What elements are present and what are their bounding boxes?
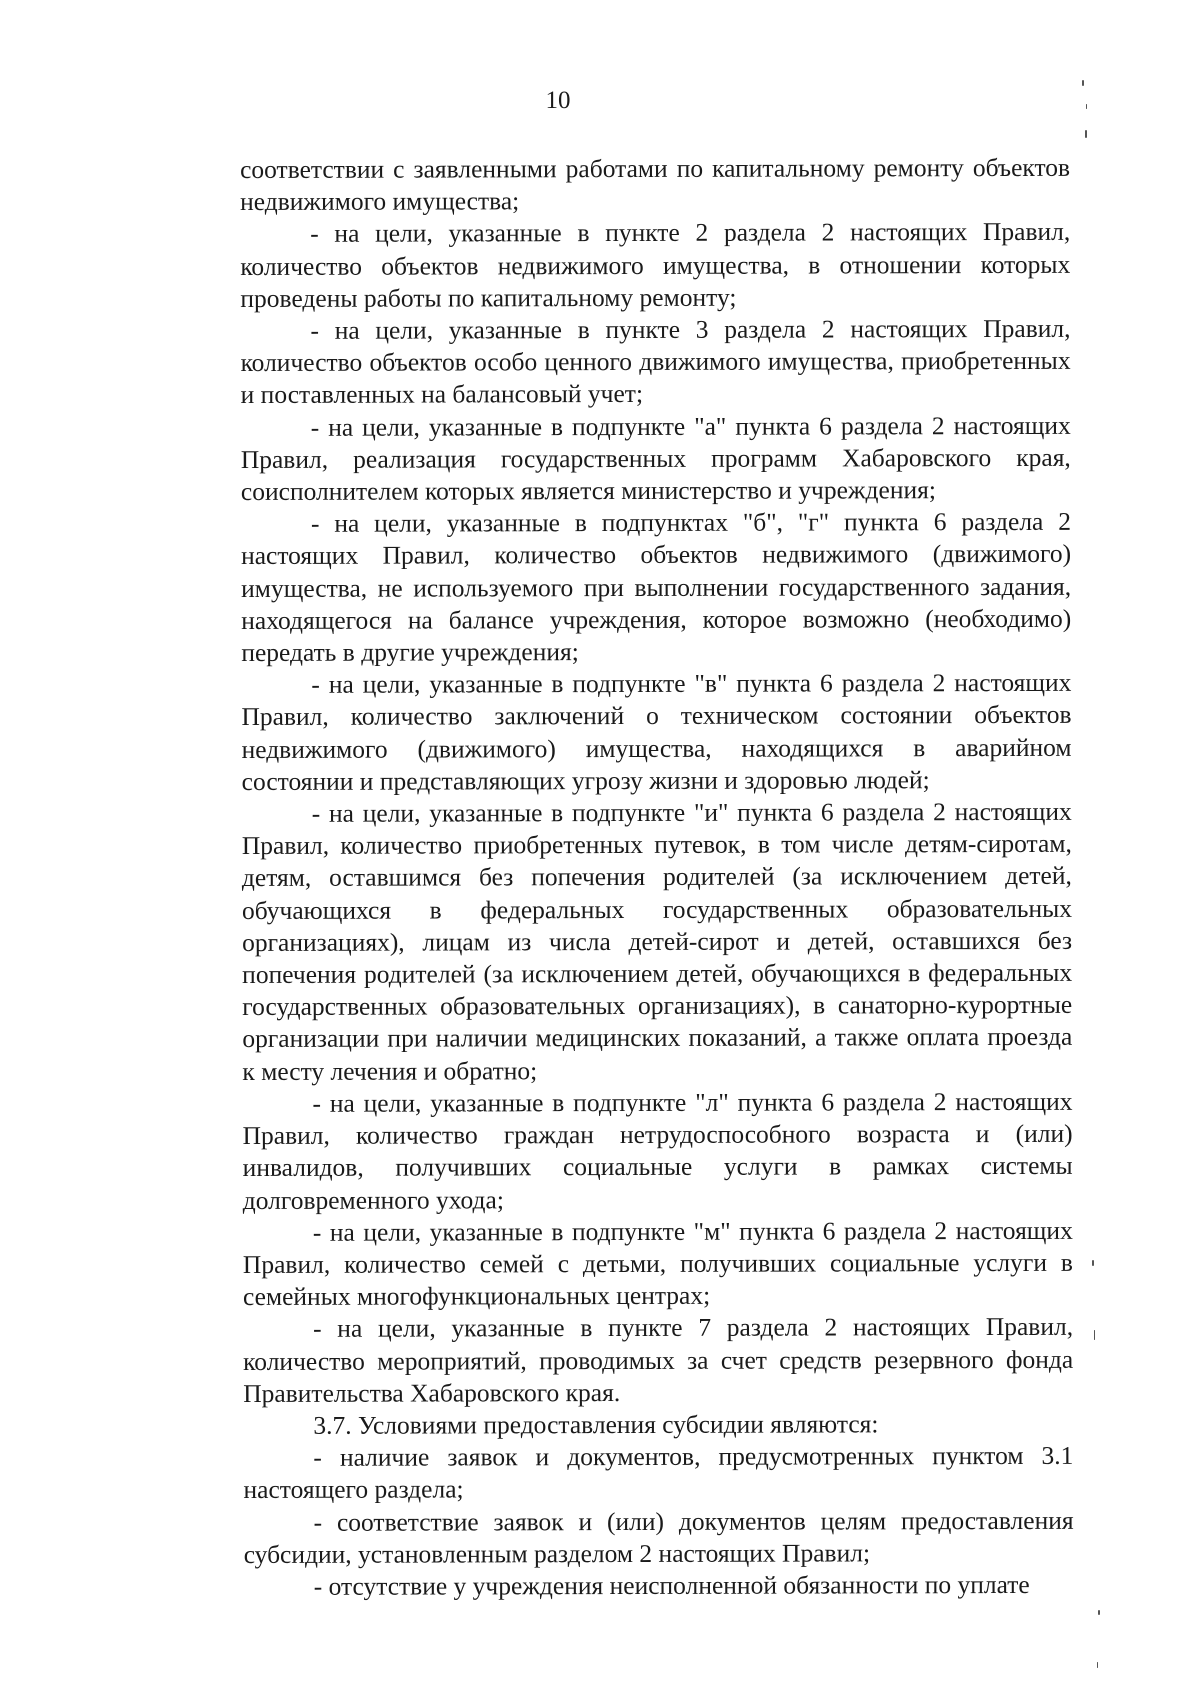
paragraph: - на цели, указанные в пункте 7 раздела 2 настоящих Правил, количество мероприятий, проводимых за счет средств резервного фонда Правительства Хабаровского края. [243, 1312, 1074, 1408]
document-body [240, 152, 1074, 1603]
paragraph: - на цели, указанные в подпункте "м" пункта 6 раздела 2 настоящих Правил, количество семей с детьми, получивших социальные услуги в семейных многофункциональных центрах; [242, 1215, 1073, 1312]
paragraph: - на цели, указанные в пункте 3 раздела 2 настоящих Правил, количество объектов особо ценного движимого имущества, приобретенных и поставленных на балансовый учет; [240, 313, 1071, 410]
paragraph: - отсутствие у учреждения неисполненной обязанности по уплате [313, 1569, 1030, 1601]
scan-artifact [1085, 130, 1087, 138]
scan-artifact [1086, 104, 1087, 109]
page-number: 10 [545, 87, 571, 114]
scan-artifact [1092, 1260, 1094, 1266]
paragraph: - на цели, указанные в подпункте "в" пункта 6 раздела 2 настоящих Правил, количество заключений о техническом состоянии объектов недвижимого (движимого) имущества, находящихся в аварийном состоянии и представляющих угрозу жизни и здоровью людей; [241, 668, 1072, 796]
scan-artifact [1098, 1610, 1100, 1615]
scan-artifact [1082, 80, 1084, 86]
paragraph: - на цели, указанные в подпункте "л" пункта 6 раздела 2 настоящих Правил, количество граждан нетрудоспособного возраста и (или) инвалидов, получивших социальные услуги в рамках системы долговременного ухода; [242, 1086, 1073, 1215]
scan-artifact [1094, 1330, 1095, 1340]
paragraph: - на цели, указанные в подпункте "и" пункта 6 раздела 2 настоящих Правил, количество приобретенных путевок, в том числе детям-сиротам, детям, оставшимся без попечения родителей (за исключением детей, обучающихся в федеральных государственных образовательных организациях), лицам из числа детей-сирот и детей, оставшихся без попечения родителей (за исключением детей, обучающихся в федеральных государственных образовательных организациях), в санаторно-курортные организации при наличии медицинских показаний, а также оплата проезда к месту лечения и обратно; [241, 796, 1073, 1086]
paragraph: - наличие заявок и документов, предусмотренных пунктом 3.1 настоящего раздела; [243, 1440, 1074, 1505]
paragraph: - на цели, указанные в подпунктах "б", "г" пункта 6 раздела 2 настоящих Правил, количество объектов недвижимого (движимого) имущества, не используемого при выполнении государственного задания, находящегося на балансе учреждения, которое возможно (необходимо) передать в другие учреждения; [241, 507, 1072, 668]
paragraph: - на цели, указанные в пункте 2 раздела 2 настоящих Правил, количество объектов недвижимого имущества, в отношении которых проведены работы по капитальному ремонту; [240, 217, 1071, 313]
paragraph: - на цели, указанные в подпункте "а" пункта 6 раздела 2 настоящих Правил, реализация государственных программ Хабаровского края, соисполнителем которых является министерство и учреждения; [240, 410, 1071, 507]
paragraph: 3.7. Условиями предоставления субсидии являются: [313, 1409, 879, 1440]
paragraph: - соответствие заявок и (или) документов целям предоставления субсидии, установленным разделом 2 настоящих Правил; [243, 1505, 1074, 1569]
paragraph: соответствии с заявленными работами по капитальному ремонту объектов недвижимого имущества; [240, 152, 1071, 217]
scan-artifact [1097, 1662, 1098, 1668]
